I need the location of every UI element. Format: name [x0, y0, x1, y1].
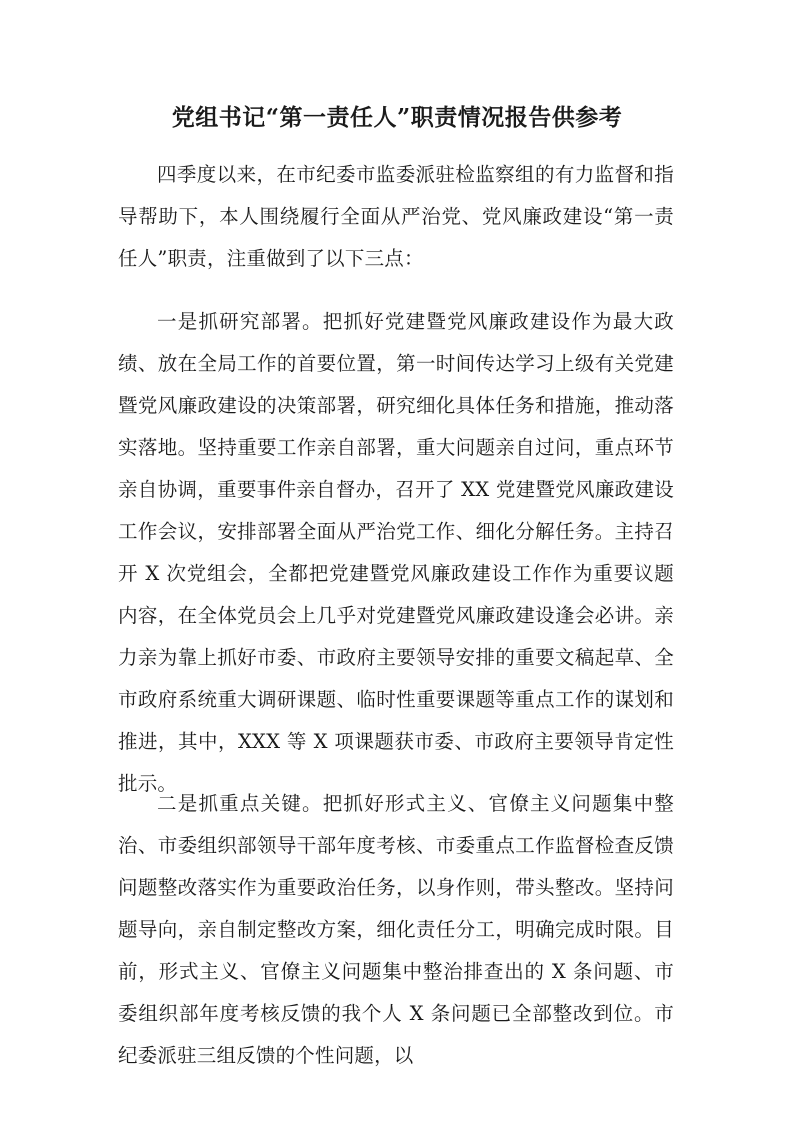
paragraph-research-deployment: 一是抓研究部署。把抓好党建暨党风廉政建设作为最大政绩、放在全局工作的首要位置，第一时间传达学习上级有关党建暨党风廉政建设的决策部署，研究细化具体任务和措施，推动落实落地。坚持重要工作亲自部署，重大问题亲自过问，重点环节亲自协调，重要事件亲自督办，召开了 XX 党建暨党风廉政建设工作会议，安排部署全面从严治党工作、细化分解任务。主持召开 X 次党组会，全都把党建暨党风廉政建设工作作为重要议题内容，在全体党员会上几乎对党建暨党风廉政建设逢会必讲。亲力亲为靠上抓好市委、市政府主要领导安排的重要文稿起草、全市政府系统重大调研课题、临时性重要课题等重点工作的谋划和推进，其中，XXX 等 X 项课题获市委、市政府主要领导肯定性批示。	[118, 310, 674, 795]
paragraph-key-points: 二是抓重点关键。把抓好形式主义、官僚主义问题集中整治、市委组织部领导干部年度考核、市委重点工作监督检查反馈问题整改落实作为重要政治任务，以身作则，带头整改。坚持问题导向，亲自制定整改方案，细化责任分工，明确完成时限。目前，形式主义、官僚主义问题集中整治排查出的 X 条问题、市委组织部年度考核反馈的我个人 X 条问题已全部整改到位。市纪委派驻三组反馈的个性问题，以	[118, 792, 674, 1067]
document-title: 党组书记“第一责任人”职责情况报告供参考	[171, 104, 623, 131]
paragraph-intro: 四季度以来，在市纪委市监委派驻检监察组的有力监督和指导帮助下，本人围绕履行全面从严治党、党风廉政建设“第一责任人”职责，注重做到了以下三点：	[118, 163, 674, 270]
